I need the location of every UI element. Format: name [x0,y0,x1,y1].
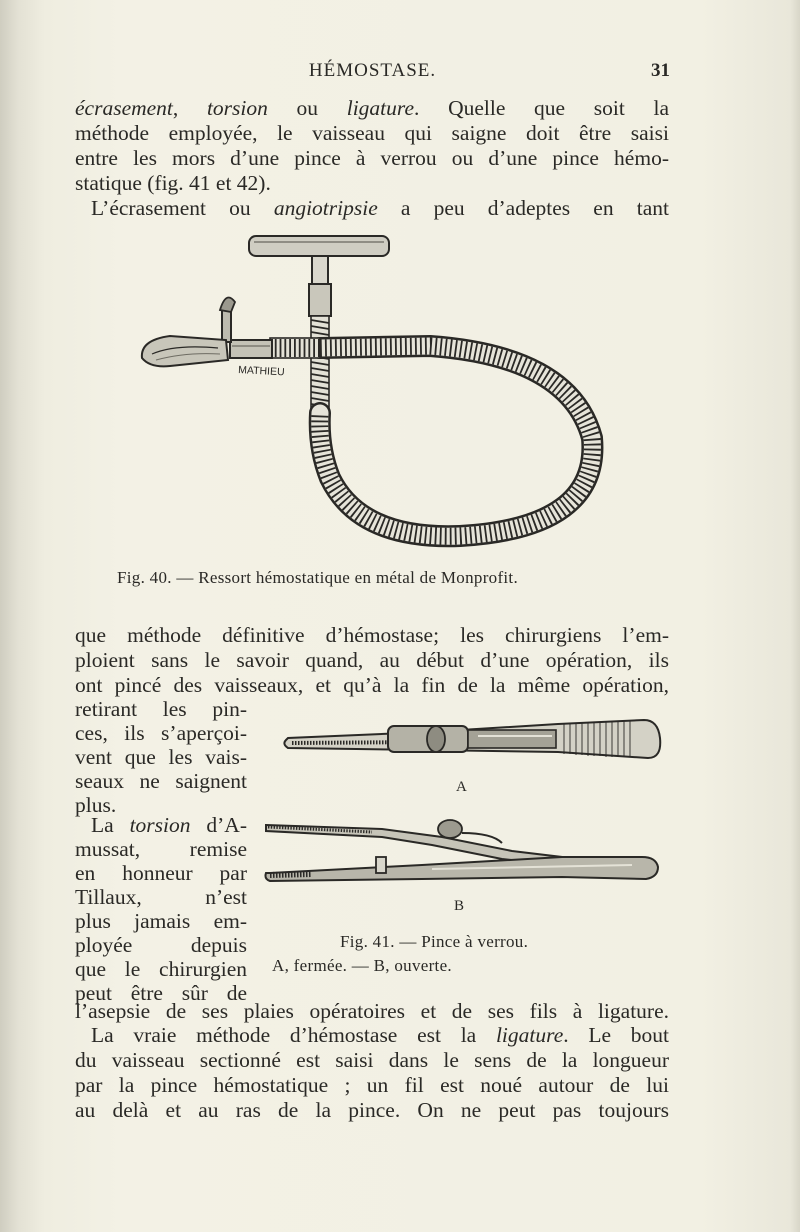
figure-41-label-a: A [456,779,467,795]
text-line: seaux ne saignent [75,769,247,793]
text-line: en honneur par [75,861,247,885]
text-run: . Le bout [563,1023,669,1047]
text-run: La vraie méthode d’hémostase est la [91,1023,496,1047]
italic-term: ligature [495,1023,564,1047]
locking-forceps-closed-illustration [278,712,678,772]
figure-41-caption-line1: Fig. 41. — Pince à verrou. [340,932,529,951]
text-line: l’asepsie de ses plaies opératoires et de ses fils à ligature. [75,999,669,1023]
text-line: peut être sûr de [75,981,247,1005]
figure-41-caption-line2: A, fermée. — B, ouverte. [272,956,452,975]
text-line: par la pince hémostatique ; un fil est noué autour de lui [75,1073,669,1097]
text-line [75,1023,669,1047]
text-run: ou [267,96,347,120]
text-line: plus. [75,793,117,817]
locking-forceps-open-illustration [262,813,662,893]
text-line: entre les mors d’une pince à verrou ou d’une pince hémo- [75,146,669,170]
italic-term: écrasement [75,96,173,120]
text-run: . Quelle que soit la [414,96,670,120]
italic-term: torsion [129,813,191,837]
text-line [75,813,247,837]
text-line: ploient sans le savoir quand, au début d’une opération, ils [75,648,669,672]
page-number: 31 [651,60,670,81]
text-line: que méthode définitive d’hémostase; les chirurgiens l’em- [75,623,669,647]
italic-term: ligature [346,96,415,120]
text-line [75,196,669,220]
text-line: au delà et au ras de la pince. On ne peut pas toujours [75,1098,669,1122]
text-line: statique (fig. 41 et 42). [75,171,271,195]
text-line: du vaisseau sectionné est saisi dans le sens de la longueur [75,1048,669,1072]
text-run: La [91,813,130,837]
page-header [75,60,670,86]
text-line: ont pincé des vaisseaux, et qu’à la fin de la même opération, [75,673,669,697]
text-line: retirant les pin- [75,697,247,721]
text-line: Tillaux, n’est [75,885,247,909]
text-run: d’A- [190,813,247,837]
running-title: HÉMOSTASE. [308,60,437,81]
text-line: vent que les vais- [75,745,247,769]
text-line: mussat, remise [75,837,247,861]
text-line: ces, ils s’aperçoi- [75,721,247,745]
italic-term: torsion [206,96,268,120]
text-line: que le chirurgien [75,957,247,981]
text-line: ployée depuis [75,933,247,957]
text-line: méthode employée, le vaisseau qui saigne doit être saisi [75,121,669,145]
text-run: a peu d’adeptes en tant [377,196,669,220]
text-line [75,96,669,120]
maker-mark: MATHIEU [237,364,285,379]
text-run: L’écrasement ou [91,196,274,220]
text-line: plus jamais em- [75,909,247,933]
text-run: , [172,96,207,120]
figure-41-label-b: B [454,898,465,914]
figure-40-caption: Fig. 40. — Ressort hémostatique en métal de Monprofit. [117,568,519,587]
hemostatic-spring-illustration [130,228,610,558]
italic-term: angiotripsie [273,196,378,220]
